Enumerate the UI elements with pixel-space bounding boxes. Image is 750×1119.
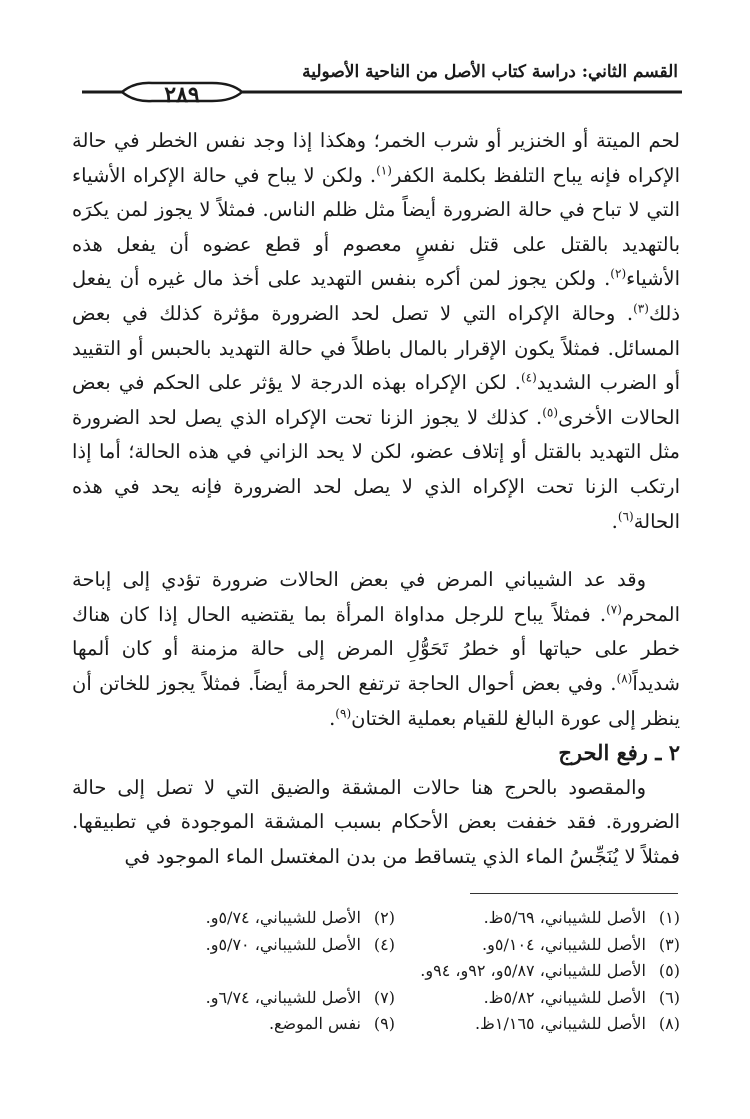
footnote-number: (٩) (373, 1014, 395, 1033)
text-run: . (329, 706, 336, 730)
footnote-number: (٦) (658, 987, 680, 1007)
footnote-marker[interactable]: (٤) (520, 370, 537, 385)
footnote-marker[interactable]: (١) (376, 163, 392, 178)
footnote-text: الأصل للشيباني، ٥/٧٠و. (205, 934, 361, 954)
footnote-number: (٥) (658, 961, 680, 980)
footnote-text: الأصل للشيباني، ٥/٧٤و. (205, 908, 361, 927)
page-number: ٢٨٩ (164, 82, 200, 108)
paragraph: والمقصود بالحرج هنا حالات المشقة والضيق التي لا تصل إلى حالة الضرورة. فقد خففت بعض الأحكام بسبب المشقة الموجودة في تطبيقها. فمثلاً لا يُنَجِّسُ الماء الذي يتساقط من بدن المغتسل الماء الموجود في (72, 775, 680, 868)
footnote-row (110, 1011, 680, 1038)
footnote (395, 905, 680, 932)
text-run: لحم الميتة أو الخنزير أو شرب الخمر؛ وهكذا إذا وجد نفس الخطر في حالة الإكراه فإنه يباح التلفظ بكلمة الكفر (72, 129, 680, 187)
footnote-row (110, 932, 680, 959)
text-run: . وفي بعض أحوال الحاجة ترتفع الحرمة أيضاً. فمثلاً يجوز للخاتن أن ينظر إلى عورة البالغ للقيام بعملية الختان (72, 671, 680, 730)
footnote-separator (470, 893, 678, 894)
footnote-marker[interactable]: (٣) (633, 301, 649, 316)
footnote-marker[interactable]: (٧) (606, 602, 622, 617)
text-run: . كذلك لا يجوز الزنا تحت الإكراه الذي يصل لحد الضرورة مثل التهديد بالقتل أو إتلاف عضو، لكن لا يحد الزاني في هذه الحالة؛ أما إذا ارتكب الزنا تحت الإكراه الذي لا يصل لحد الضرورة فإنه يحد في هذه الحالة (72, 405, 680, 533)
text-run: . ولكن يجوز لمن أكره بنفس التهديد على أخذ مال غيره أن يفعل ذلك (72, 267, 680, 325)
footnote-text: الأصل للشيباني، ٦/٧٤و. (205, 987, 361, 1007)
footnote-marker[interactable]: (٨) (616, 671, 633, 686)
footnote-number: (٤) (373, 934, 395, 954)
footnote-number: (١) (658, 908, 680, 927)
footnotes (110, 905, 680, 1038)
text-run: . لكن الإكراه بهذه الدرجة لا يؤثر على الحكم في بعض الحالات الأخرى (72, 371, 680, 429)
footnote (395, 985, 680, 1012)
text-run: . فمثلاً يباح للرجل مداواة المرأة بما يقتضيه الحال إذا كان هناك خطر على حياتها أو خطرُ تَحَوُّلِ المرض إلى حالة مزمنة أو كان ألمها شديداً (72, 602, 680, 695)
footnote-row (110, 985, 680, 1012)
footnote-marker[interactable]: (٥) (542, 405, 559, 420)
footnote-number: (٧) (373, 987, 395, 1007)
paragraph (72, 124, 680, 539)
footnote-marker[interactable]: (٦) (617, 509, 634, 524)
footnote-row (110, 905, 680, 932)
section-heading: ٢ ـ رفع الحرج (558, 740, 680, 766)
footnote-text: الأصل للشيباني، ٥/٨٢ظ. (483, 987, 646, 1007)
footnote-number: (٢) (373, 908, 395, 927)
text-run: . ولكن لا يباح في حالة الإكراه الأشياء التي لا تباح في حالة الضرورة أيضاً مثل ظلم الناس. فمثلاً لا يجوز لمن يكرَه بالتهديد بالقتل على قتل نفسٍ معصوم أو قطع عضوه أن يفعل هذه الأشياء (72, 163, 680, 291)
footnote (380, 958, 680, 985)
footnote-text: نفس الموضع. (268, 1014, 361, 1033)
footnote-text: الأصل للشيباني، ١/١٦٥ظ. (474, 1014, 646, 1033)
footnote-row (110, 958, 680, 985)
footnote (110, 932, 395, 959)
footnote-text: الأصل للشيباني، ٥/٦٩ظ. (483, 908, 646, 927)
footnote-text: الأصل للشيباني، ٥/١٠٤و. (482, 934, 646, 954)
page-header (82, 62, 682, 108)
footnote-marker[interactable]: (٩) (335, 706, 352, 720)
main-text (72, 124, 680, 874)
footnote-number: (٨) (658, 1014, 680, 1033)
footnote-number: (٣) (658, 934, 680, 954)
footnote (110, 985, 395, 1012)
footnote (110, 905, 395, 932)
footnote (395, 1011, 680, 1038)
running-head: القسم الثاني: دراسة كتاب الأصل من الناحية الأصولية (302, 62, 678, 82)
text-run: . (611, 509, 618, 533)
footnote-marker[interactable]: (٢) (610, 266, 627, 281)
text-run: وقد عد الشيباني المرض في بعض الحالات ضرورة تؤدي إلى إباحة المحرم (72, 568, 680, 626)
text-run: . وحالة الإكراه التي لا تصل لحد الضرورة مؤثرة كذلك في بعض المسائل. فمثلاً يكون الإقرار بالمال باطلاً في حالة التهديد بالحبس أو التقييد أو الضرب الشديد (72, 301, 680, 395)
paragraph (72, 563, 680, 736)
footnote (110, 1011, 395, 1038)
footnote (395, 932, 680, 959)
footnote-text: الأصل للشيباني، ٥/٨٧و، ٩٢و، ٩٤و. (420, 961, 646, 980)
